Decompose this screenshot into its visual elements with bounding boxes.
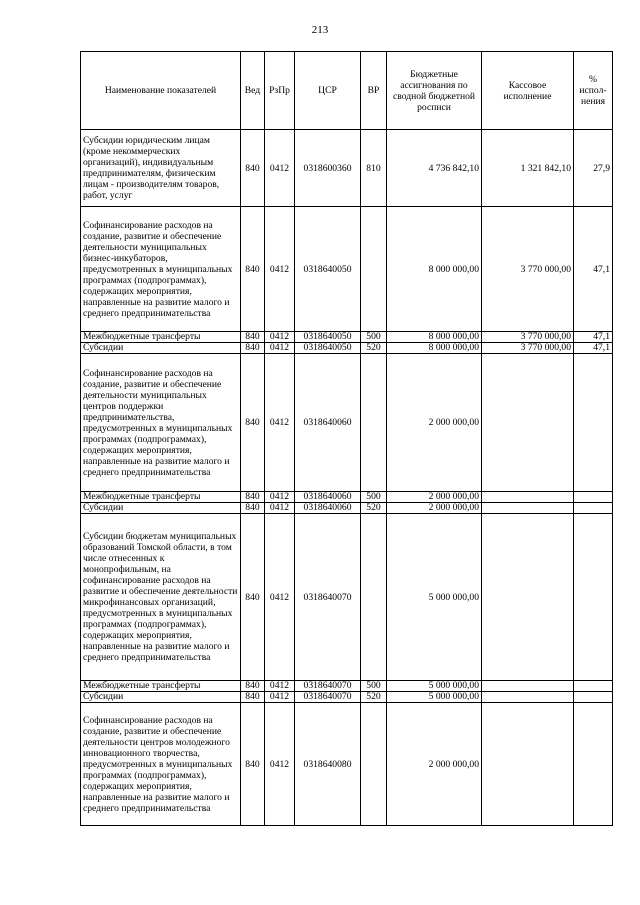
row-csr: 0318640070 [295, 692, 361, 703]
row-rzpr: 0412 [265, 692, 295, 703]
row-cash [482, 514, 574, 681]
row-rzpr: 0412 [265, 332, 295, 343]
row-name: Софинансирование расходов на создание, развитие и обеспечение деятельности муниципальных бизнес-инкубаторов, предусмотренных в муниципальных программах (подпрограммах), содержащих мероприятия, направленные на развитие малого и среднего предпринимательства [81, 207, 241, 332]
row-vr [361, 703, 387, 826]
table-row [81, 130, 613, 207]
row-name: Субсидии юридическим лицам (кроме некоммерческих организаций), индивидуальным предпринимателям, физическим лицам - производителям товаров, работ, услуг [81, 130, 241, 207]
row-ved: 840 [241, 343, 265, 354]
row-cash [482, 354, 574, 492]
row-csr: 0318640050 [295, 343, 361, 354]
table-row [81, 692, 613, 703]
row-ved: 840 [241, 130, 265, 207]
header-assigned: Бюджетные ассигнования по сводной бюджетной росписи [387, 52, 482, 130]
row-csr: 0318640070 [295, 514, 361, 681]
row-vr [361, 207, 387, 332]
header-ved: Вед [241, 52, 265, 130]
row-rzpr: 0412 [265, 681, 295, 692]
table-row [81, 207, 613, 332]
row-name: Субсидии бюджетам муниципальных образований Томской области, в том числе отнесенных к монопрофильным, на софинансирование расходов на развитие и обеспечение деятельности микрофинансовых организаций, предусмотренных в муниципальных программах (подпрограммах), содержащих мероприятия, направленные на развитие малого и среднего предпринимательства [81, 514, 241, 681]
table-row [81, 703, 613, 826]
row-vr [361, 354, 387, 492]
row-cash: 1 321 842,10 [482, 130, 574, 207]
row-vr: 810 [361, 130, 387, 207]
row-assigned: 2 000 000,00 [387, 703, 482, 826]
table-row [81, 332, 613, 343]
row-rzpr: 0412 [265, 514, 295, 681]
row-ved: 840 [241, 703, 265, 826]
row-assigned: 5 000 000,00 [387, 681, 482, 692]
row-ved: 840 [241, 207, 265, 332]
row-csr: 0318640050 [295, 332, 361, 343]
row-csr: 0318640060 [295, 503, 361, 514]
row-percent: 47,1 [574, 332, 613, 343]
row-vr: 520 [361, 503, 387, 514]
table-row [81, 681, 613, 692]
row-percent: 47,1 [574, 343, 613, 354]
header-name: Наименование показателей [81, 52, 241, 130]
header-vr: ВР [361, 52, 387, 130]
row-assigned: 5 000 000,00 [387, 692, 482, 703]
row-assigned: 2 000 000,00 [387, 354, 482, 492]
row-ved: 840 [241, 514, 265, 681]
row-assigned: 4 736 842,10 [387, 130, 482, 207]
row-ved: 840 [241, 354, 265, 492]
budget-table [80, 51, 613, 826]
row-vr: 520 [361, 692, 387, 703]
row-vr: 500 [361, 681, 387, 692]
row-percent [574, 354, 613, 492]
row-csr: 0318640070 [295, 681, 361, 692]
table-row [81, 503, 613, 514]
row-vr: 500 [361, 332, 387, 343]
table-row [81, 354, 613, 492]
row-csr: 0318640060 [295, 354, 361, 492]
row-percent: 47,1 [574, 207, 613, 332]
row-rzpr: 0412 [265, 354, 295, 492]
row-ved: 840 [241, 503, 265, 514]
row-ved: 840 [241, 492, 265, 503]
page-number: 213 [311, 24, 329, 36]
row-assigned: 2 000 000,00 [387, 503, 482, 514]
row-assigned: 8 000 000,00 [387, 343, 482, 354]
row-csr: 0318640050 [295, 207, 361, 332]
row-percent: 27,9 [574, 130, 613, 207]
row-rzpr: 0412 [265, 492, 295, 503]
row-cash: 3 770 000,00 [482, 332, 574, 343]
row-assigned: 5 000 000,00 [387, 514, 482, 681]
row-name: Субсидии [81, 503, 241, 514]
row-cash [482, 503, 574, 514]
row-assigned: 8 000 000,00 [387, 332, 482, 343]
row-rzpr: 0412 [265, 343, 295, 354]
row-assigned: 2 000 000,00 [387, 492, 482, 503]
row-vr [361, 514, 387, 681]
row-name: Межбюджетные трансферты [81, 492, 241, 503]
row-percent [574, 681, 613, 692]
row-name: Субсидии [81, 343, 241, 354]
row-vr: 500 [361, 492, 387, 503]
row-cash [482, 492, 574, 503]
row-rzpr: 0412 [265, 207, 295, 332]
row-csr: 0318640080 [295, 703, 361, 826]
row-rzpr: 0412 [265, 503, 295, 514]
row-percent [574, 492, 613, 503]
row-name: Софинансирование расходов на создание, развитие и обеспечение деятельности муниципальных центров поддержки предпринимательства, предусмотренных в муниципальных программах (подпрограммах), содержащих мероприятия, направленные на развитие малого и среднего предпринимательства [81, 354, 241, 492]
row-percent [574, 703, 613, 826]
row-rzpr: 0412 [265, 130, 295, 207]
row-cash [482, 703, 574, 826]
row-name: Субсидии [81, 692, 241, 703]
row-name: Межбюджетные трансферты [81, 681, 241, 692]
row-ved: 840 [241, 681, 265, 692]
row-cash: 3 770 000,00 [482, 207, 574, 332]
row-percent [574, 503, 613, 514]
table-row [81, 343, 613, 354]
row-assigned: 8 000 000,00 [387, 207, 482, 332]
table-row [81, 514, 613, 681]
row-csr: 0318600360 [295, 130, 361, 207]
row-csr: 0318640060 [295, 492, 361, 503]
row-ved: 840 [241, 692, 265, 703]
header-cash: Кассовое исполнение [482, 52, 574, 130]
header-percent: % испол-нения [574, 52, 613, 130]
row-name: Межбюджетные трансферты [81, 332, 241, 343]
row-vr: 520 [361, 343, 387, 354]
header-csr: ЦСР [295, 52, 361, 130]
row-cash: 3 770 000,00 [482, 343, 574, 354]
row-percent [574, 692, 613, 703]
row-name: Софинансирование расходов на создание, развитие и обеспечение деятельности центров молодежного инновационного творчества, предусмотренных в муниципальных программах (подпрограммах), содержащих мероприятия, направленные на развитие малого и среднего предпринимательства [81, 703, 241, 826]
row-ved: 840 [241, 332, 265, 343]
row-cash [482, 692, 574, 703]
row-rzpr: 0412 [265, 703, 295, 826]
header-rzpr: РзПр [265, 52, 295, 130]
row-percent [574, 514, 613, 681]
row-cash [482, 681, 574, 692]
table-header-row [81, 52, 613, 130]
table-row [81, 492, 613, 503]
